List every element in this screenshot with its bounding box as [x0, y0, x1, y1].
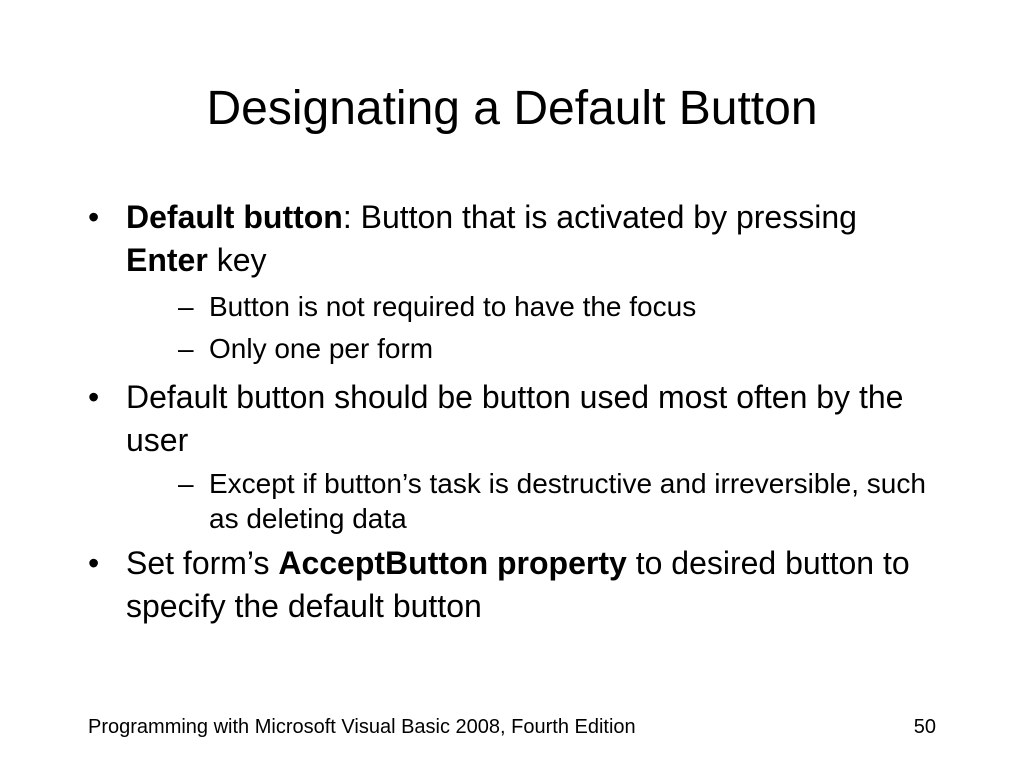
sub-bullet-text: Except if button’s task is destructive and irreversible, such as deleting data	[209, 468, 926, 534]
bullet-marker: •	[88, 199, 100, 235]
footer-page-number: 50	[913, 716, 936, 738]
footer-book-title: Programming with Microsoft Visual Basic 2008, Fourth Edition	[88, 716, 636, 738]
bullet-marker: •	[88, 545, 100, 581]
bullet-text: Default button should be button used most often by the user	[126, 379, 904, 458]
bullet-default-button	[88, 196, 938, 370]
bullet-most-often	[88, 376, 938, 536]
bullet-text-part: Set form’s	[126, 545, 279, 581]
sub-bullet-item	[126, 286, 938, 328]
bullet-text	[126, 545, 910, 624]
bullet-text	[126, 199, 857, 278]
sub-bullet-marker: –	[178, 291, 194, 322]
sub-bullet-marker: –	[178, 468, 194, 499]
bold-term-default-button: Default button	[126, 199, 343, 235]
slide-title: Designating a Default Button	[206, 82, 818, 135]
sub-bullet-text: Button is not required to have the focus	[209, 291, 697, 322]
bullet-list	[88, 196, 938, 628]
bullet-text-part: key	[207, 242, 267, 278]
bullet-marker: •	[88, 379, 100, 415]
sub-bullet-item	[126, 328, 938, 370]
bullet-text-part: : Button that is activated by pressing	[342, 199, 857, 235]
bullet-accept-button	[88, 542, 938, 628]
sub-bullet-text: Only one per form	[209, 333, 434, 364]
sub-bullet-list	[126, 466, 938, 536]
sub-bullet-item	[126, 466, 938, 536]
bold-term-enter: Enter	[126, 242, 208, 278]
sub-bullet-list	[126, 286, 938, 370]
sub-bullet-marker: –	[178, 333, 194, 364]
bullet-text-part: to desired button to specify the default button	[126, 545, 910, 624]
bold-term-acceptbutton-property: AcceptButton property	[278, 545, 627, 581]
